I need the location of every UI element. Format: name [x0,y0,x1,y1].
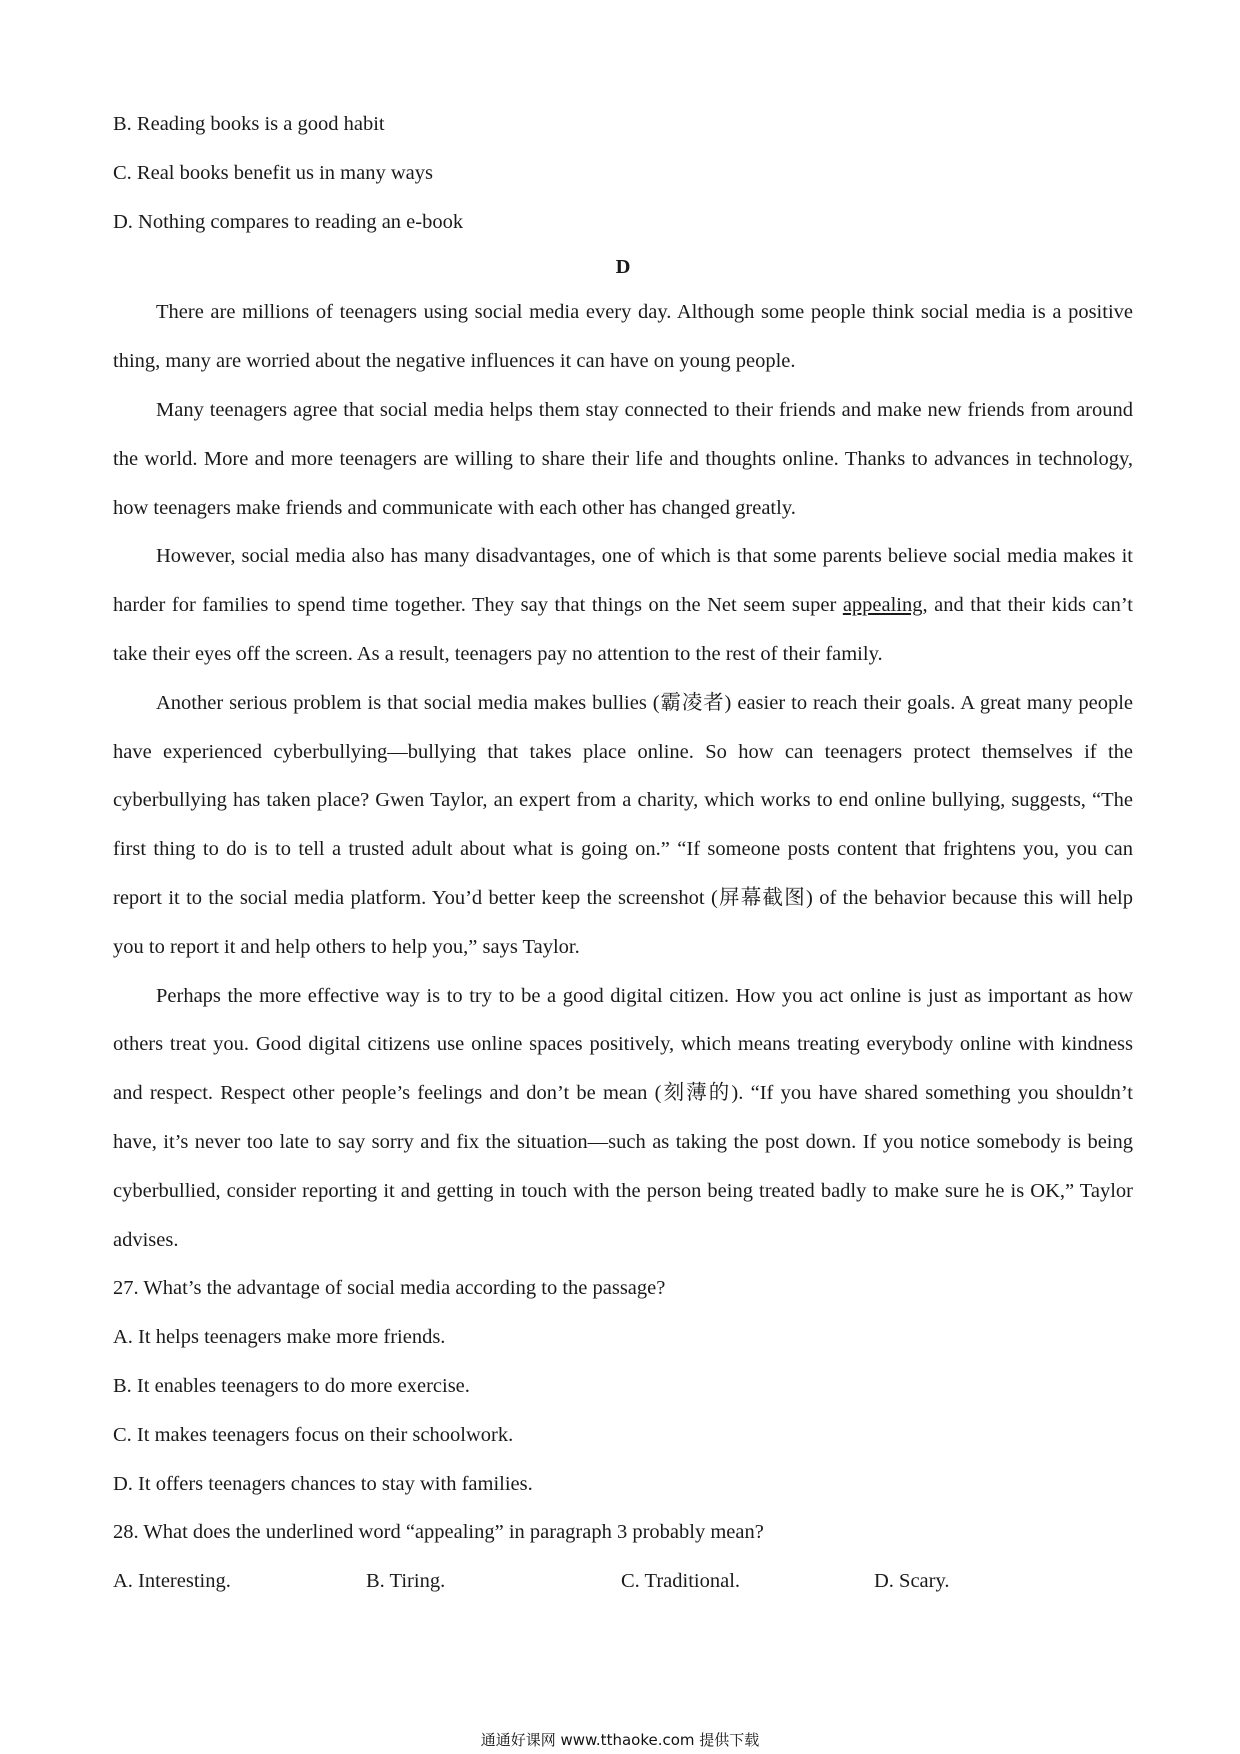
paragraph-3-text-after: , and that their kids can’t take their eyes off the screen. As a result, teenagers pay no attention to the rest of their family. [113,594,1133,665]
page-content [113,100,1133,1606]
question-27-option-d: D. It offers teenagers chances to stay with families. [113,1472,533,1495]
page-footer: 通通好课网 www.tthaoke.com 提供下载 [480,1731,760,1749]
question-27-option-c: C. It makes teenagers focus on their schoolwork. [113,1423,514,1446]
paragraph-4: Another serious problem is that social media makes bullies (霸凌者) easier to reach their goals. A great many people have experienced cyberbullying—bullying that takes place online. So how can teenagers protect themselves if the cyberbullying has taken place? Gwen Taylor, an expert from a charity, which works to end online bullying, suggests, “The first thing to do is to tell a trusted adult about what is going on.” “If someone posts content that frightens you, you can report it to the social media platform. You’d better keep the screenshot (屏幕截图) of the behavior because this will help you to report it and help others to help you,” says Taylor. [113,691,1133,958]
question-28-option-c: C. Traditional. [621,1570,741,1593]
paragraph-1: There are millions of teenagers using social media every day. Although some people think social media is a positive thing, many are worried about the negative influences it can have on young people. [113,301,1133,373]
question-28-stem: 28. What does the underlined word “appealing” in paragraph 3 probably mean? [113,1521,764,1544]
prev-option-c: C. Real books benefit us in many ways [113,161,433,184]
question-28-option-b: B. Tiring. [366,1570,446,1593]
prev-option-d: D. Nothing compares to reading an e-book [113,210,464,233]
question-27-option-a: A. It helps teenagers make more friends. [113,1326,446,1349]
question-28-option-d: D. Scary. [874,1570,950,1593]
paragraph-5: Perhaps the more effective way is to try to be a good digital citizen. How you act online is just as important as how others treat you. Good digital citizens use online spaces positively, which means treating everybody online with kindness and respect. Respect other people’s feelings and don’t be mean (刻薄的). “If you have shared something you shouldn’t have, it’s never too late to say sorry and fix the situation—such as taking the post down. If you notice somebody is being cyberbullied, consider reporting it and getting in touch with the person being treated badly to make sure he is OK,” Taylor advises. [113,984,1133,1251]
question-28-options [113,1557,1133,1606]
underlined-word: appealing [842,594,923,617]
paragraph-3 [113,532,1133,678]
question-28-option-a: A. Interesting. [113,1570,231,1593]
paragraph-3-text-before: However, social media also has many disadvantages, one of which is that some parents believe social media makes it harder for families to spend time together. They say that things on the Net seem super [113,545,1133,617]
paragraph-2: Many teenagers agree that social media helps them stay connected to their friends and make new friends from around the world. More and more teenagers are willing to share their life and thoughts online. Thanks to advances in technology, how teenagers make friends and communicate with each other has changed greatly. [113,398,1133,519]
section-heading: D [615,256,631,279]
question-27-option-b: B. It enables teenagers to do more exercise. [113,1374,470,1397]
prev-option-b: B. Reading books is a good habit [113,113,385,135]
question-27-stem: 27. What’s the advantage of social media according to the passage? [113,1277,666,1300]
